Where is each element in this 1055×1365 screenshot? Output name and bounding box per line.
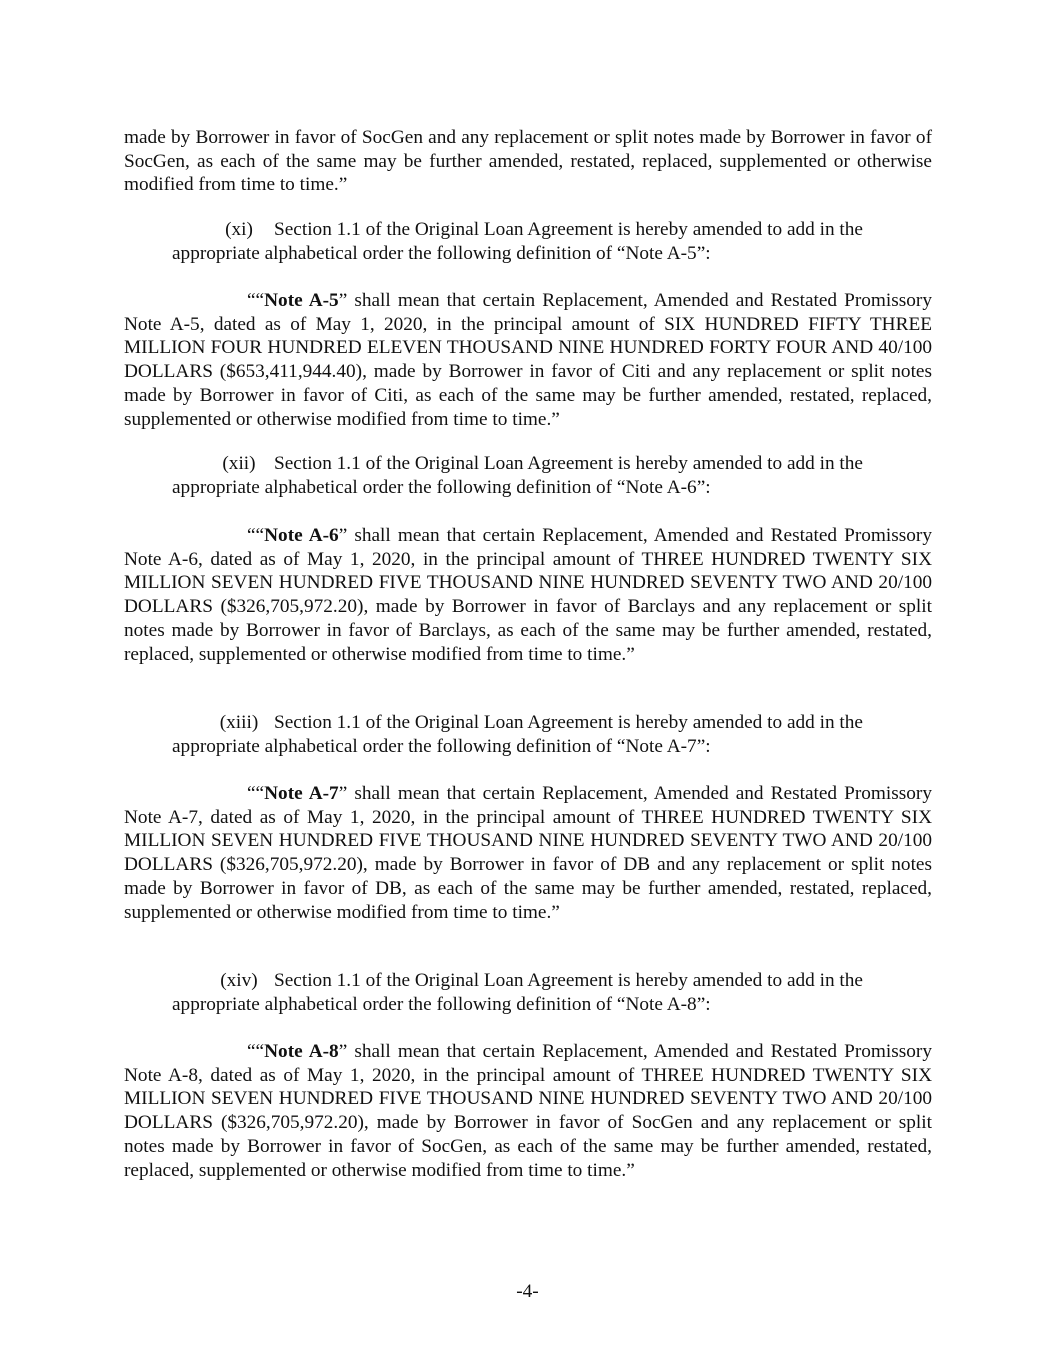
definition-text: ” shall mean that certain Replacement, Amended and Restated Promissory Note A-6, dated as of May 1, 2020, in the principal amount of THREE HUNDRED TWENTY SIX MILLION SEVEN HUNDRED FIVE THOUSAND NINE HUNDRED SEVENTY TWO AND 20/100 DOLLARS ($326,705,972.20), made by Borrower in favor of Barclays and any replacement or split notes made by Borrower in favor of Barclays, as each of the same may be further amended, restated, replaced, supplemented or otherwise modified from time to time.”	[124, 525, 932, 665]
item-text-line2: appropriate alphabetical order the following definition of “Note A-6”:	[172, 476, 711, 498]
definition-note-a5	[124, 289, 932, 431]
item-text-line1: Section 1.1 of the Original Loan Agreement is hereby amended to add in the	[274, 970, 863, 991]
amendment-item-xi	[172, 218, 932, 265]
definition-note-a8	[124, 1040, 932, 1182]
item-number: (xiv)	[220, 970, 258, 991]
definition-text: ” shall mean that certain Replacement, Amended and Restated Promissory Note A-7, dated as of May 1, 2020, in the principal amount of THREE HUNDRED TWENTY SIX MILLION SEVEN HUNDRED FIVE THOUSAND NINE HUNDRED SEVENTY TWO AND 20/100 DOLLARS ($326,705,972.20), made by Borrower in favor of DB and any replacement or split notes made by Borrower in favor of DB, as each of the same may be further amended, restated, replaced, supplemented or otherwise modified from time to time.”	[124, 783, 932, 923]
page-number: -4-	[516, 1281, 539, 1302]
open-quote: ““	[247, 290, 265, 311]
item-text-line1: Section 1.1 of the Original Loan Agreement is hereby amended to add in the	[274, 453, 863, 474]
defined-term: Note A-5	[264, 290, 339, 311]
amendment-item-xiii	[172, 711, 932, 758]
amendment-item-xii	[172, 452, 932, 499]
continuation-paragraph: made by Borrower in favor of SocGen and any replacement or split notes made by Borrower in favor of SocGen, as each of the same may be further amended, restated, replaced, supplemented or otherwise modified from time to time.”	[124, 127, 932, 196]
definition-note-a6	[124, 524, 932, 666]
defined-term: Note A-6	[264, 525, 339, 546]
open-quote: ““	[247, 1041, 265, 1062]
amendment-item-xiv	[172, 969, 932, 1016]
item-text-line1: Section 1.1 of the Original Loan Agreement is hereby amended to add in the	[274, 712, 863, 733]
item-number: (xii)	[222, 453, 256, 474]
defined-term: Note A-8	[264, 1041, 339, 1062]
open-quote: ““	[247, 783, 265, 804]
item-text-line2: appropriate alphabetical order the following definition of “Note A-8”:	[172, 993, 711, 1015]
definition-text: ” shall mean that certain Replacement, Amended and Restated Promissory Note A-5, dated as of May 1, 2020, in the principal amount of SIX HUNDRED FIFTY THREE MILLION FOUR HUNDRED ELEVEN THOUSAND NINE HUNDRED FORTY FOUR AND 40/100 DOLLARS ($653,411,944.40), made by Borrower in favor of Citi and any replacement or split notes made by Borrower in favor of Citi, as each of the same may be further amended, restated, replaced, supplemented or otherwise modified from time to time.”	[124, 290, 932, 430]
definition-text: ” shall mean that certain Replacement, Amended and Restated Promissory Note A-8, dated as of May 1, 2020, in the principal amount of THREE HUNDRED TWENTY SIX MILLION SEVEN HUNDRED FIVE THOUSAND NINE HUNDRED SEVENTY TWO AND 20/100 DOLLARS ($326,705,972.20), made by Borrower in favor of SocGen and any replacement or split notes made by Borrower in favor of SocGen, as each of the same may be further amended, restated, replaced, supplemented or otherwise modified from time to time.”	[124, 1041, 932, 1181]
item-text-line1: Section 1.1 of the Original Loan Agreement is hereby amended to add in the	[274, 219, 863, 240]
item-text-line2: appropriate alphabetical order the following definition of “Note A-5”:	[172, 242, 711, 264]
open-quote: ““	[247, 525, 265, 546]
item-number: (xiii)	[219, 712, 259, 733]
item-text-line2: appropriate alphabetical order the following definition of “Note A-7”:	[172, 735, 711, 757]
definition-note-a7	[124, 782, 932, 924]
defined-term: Note A-7	[264, 783, 339, 804]
item-number: (xi)	[225, 219, 253, 240]
